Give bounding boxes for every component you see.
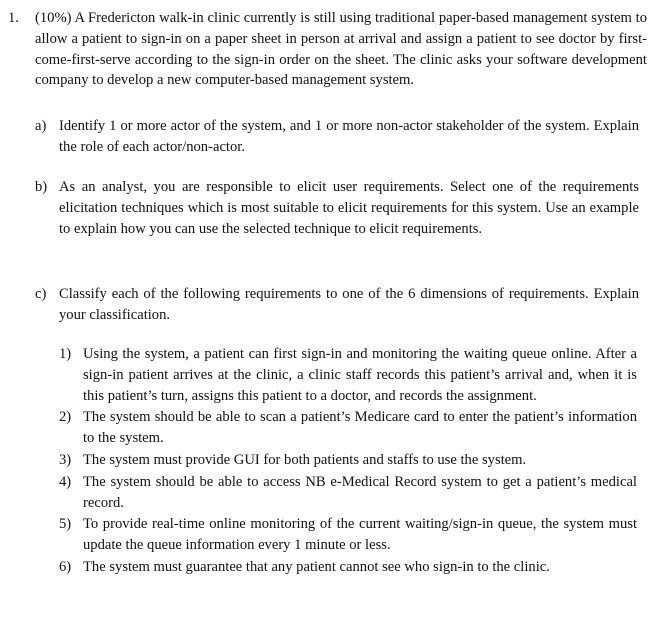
part-label: c) xyxy=(35,286,47,302)
requirement-number: 6) xyxy=(59,558,72,575)
part-label: b) xyxy=(35,179,48,195)
requirement-text: Using the system, a patient can first sign-in and monitoring the waiting queue online. After a sign-in patient arrives at the clinic, a clinic staff records this patient’s arrival and, when it is this patient’s turn, assigns this patient to a doctor, and records the assignment. xyxy=(83,346,637,404)
requirement-number: 4) xyxy=(59,473,72,490)
requirement-item xyxy=(59,514,637,557)
requirement-text: To provide real-time online monitoring of the current waiting/sign-in queue, the system must update the queue information every 1 minute or less. xyxy=(83,516,637,554)
part-label: a) xyxy=(35,118,47,134)
question-text: (10%) A Fredericton walk-in clinic currently is still using traditional paper-based management system to allow a patient to sign-in on a paper sheet in person at arrival and assign a patient to see doctor by first-come-first-serve according to the sign-in order on the sheet. The clinic asks your software development company to develop a new computer-based management system. xyxy=(35,10,647,89)
requirement-number: 5) xyxy=(59,516,72,533)
part-text: Identify 1 or more actor of the system, and 1 or more non-actor stakeholder of the system. Explain the role of each actor/non-actor. xyxy=(59,118,639,155)
part-text: As an analyst, you are responsible to elicit user requirements. Select one of the requirements elicitation techniques which is most suitable to elicit requirements for this system. Use an example to explain how you can use the selected technique to elicit requirements. xyxy=(59,179,639,237)
part-text: Classify each of the following requirements to one of the 6 dimensions of requirements. Explain your classification. xyxy=(59,286,639,323)
requirement-number: 1) xyxy=(59,346,72,362)
requirement-item xyxy=(59,407,637,450)
requirement-item xyxy=(59,472,637,515)
requirement-number: 2) xyxy=(59,409,72,426)
requirement-text: The system must provide GUI for both patients and staffs to use the system. xyxy=(83,451,527,468)
requirement-text: The system must guarantee that any patient cannot see who sign-in to the clinic. xyxy=(83,558,550,575)
requirement-text: The system should be able to scan a patient’s Medicare card to enter the patient’s information to the system. xyxy=(83,409,637,447)
requirement-item xyxy=(59,450,637,472)
requirement-item xyxy=(59,344,637,407)
requirement-text: The system should be able to access NB e-Medical Record system to get a patient’s medical record. xyxy=(83,473,637,511)
requirement-number: 3) xyxy=(59,451,72,468)
question-number: 1. xyxy=(8,10,19,26)
requirements-list xyxy=(59,344,637,579)
requirement-item xyxy=(59,557,637,579)
